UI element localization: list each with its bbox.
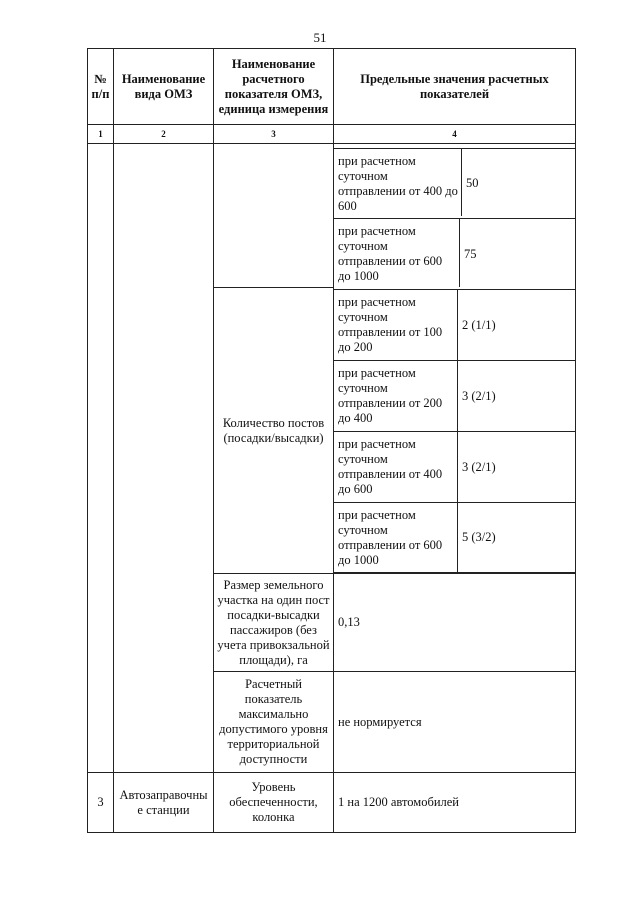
condition-text: при расчетном суточном отправлении от 100 до 200 (338, 295, 443, 354)
condition-text: при расчетном суточном отправлении от 400 до 600 (338, 153, 458, 213)
fuel-row-type-text: Автозаправочны е станции (119, 787, 208, 817)
column-numbers-bottom-line (87, 143, 575, 144)
condition-text: при расчетном суточном отправлении от 400 до 600 (338, 437, 443, 496)
value-cell (460, 219, 575, 289)
header-number (88, 49, 113, 124)
fuel-row-value (334, 773, 575, 832)
value-text: 5 (3/2) (462, 530, 496, 544)
value-cell (462, 149, 575, 218)
posts-indicator-text: Количество постов (посадки/высадки) (222, 415, 325, 445)
land-indicator-text: Размер земельного участка на один пост посадки-высадки пассажиров (без учета привокзальной площади), га (217, 577, 330, 667)
page-number: 51 (313, 30, 327, 45)
land-value-text: 0,13 (338, 615, 360, 629)
fuel-row-value-text: 1 на 1200 автомобилей (338, 795, 459, 809)
fuel-row-number (88, 773, 113, 832)
value-text: 50 (466, 176, 479, 190)
access-indicator-text: Расчетный показатель максимально допустимого уровня территориальной доступности (219, 677, 328, 766)
condition-cell (334, 503, 457, 572)
value-text: 3 (2/1) (462, 388, 496, 403)
condition-text: при расчетном суточном отправлении от 200 до 400 (338, 366, 443, 425)
value-text: 2 (1/1) (462, 317, 496, 332)
fuel-row-number-text: 3 (97, 795, 104, 809)
table-left-border (87, 48, 88, 833)
value-text: 3 (2/1) (462, 459, 496, 474)
value-cell (458, 290, 575, 360)
col-number-4: 4 (452, 128, 457, 139)
subgrid-line-7 (333, 572, 575, 573)
condition-cell (334, 290, 457, 360)
header-limits (334, 49, 575, 124)
value-cell (458, 503, 575, 572)
land-value-cell (334, 574, 575, 671)
posts-indicator-cell (214, 288, 333, 573)
col-number-1: 1 (98, 128, 103, 139)
header-indicator (214, 49, 333, 124)
header-limits-text: Предельные значения расчетных показателей (360, 71, 549, 101)
condition-text: при расчетном суточном отправлении от 600 до 1000 (338, 224, 443, 283)
access-indicator-cell (214, 672, 333, 772)
condition-cell (334, 432, 457, 502)
access-value-cell (334, 672, 575, 772)
condition-cell (334, 219, 459, 289)
condition-text: при расчетном суточном отправлении от 600 до 1000 (338, 507, 443, 567)
value-cell (458, 432, 575, 502)
fuel-row-type (114, 773, 213, 832)
condition-cell (334, 149, 461, 218)
header-indicator-text: Наименование расчетного показателя ОМЗ, единица измерения (218, 56, 329, 116)
value-cell (458, 361, 575, 431)
table-bottom-border (87, 832, 575, 833)
fuel-row-indicator-text: Уровень обеспеченности, колонка (229, 780, 318, 824)
header-number-text: № п/п (91, 71, 110, 101)
header-omz-type (114, 49, 213, 124)
table-right-border (575, 48, 576, 833)
fuel-row-indicator (214, 773, 333, 832)
value-text: 75 (464, 246, 477, 261)
condition-cell (334, 361, 457, 431)
col-number-2: 2 (161, 128, 166, 139)
access-value-text: не нормируется (338, 714, 422, 729)
header-omz-type-text: Наименование вида ОМЗ (121, 71, 206, 101)
land-indicator-cell (214, 574, 333, 671)
col-number-3: 3 (271, 128, 276, 139)
col1-divider (113, 48, 114, 833)
